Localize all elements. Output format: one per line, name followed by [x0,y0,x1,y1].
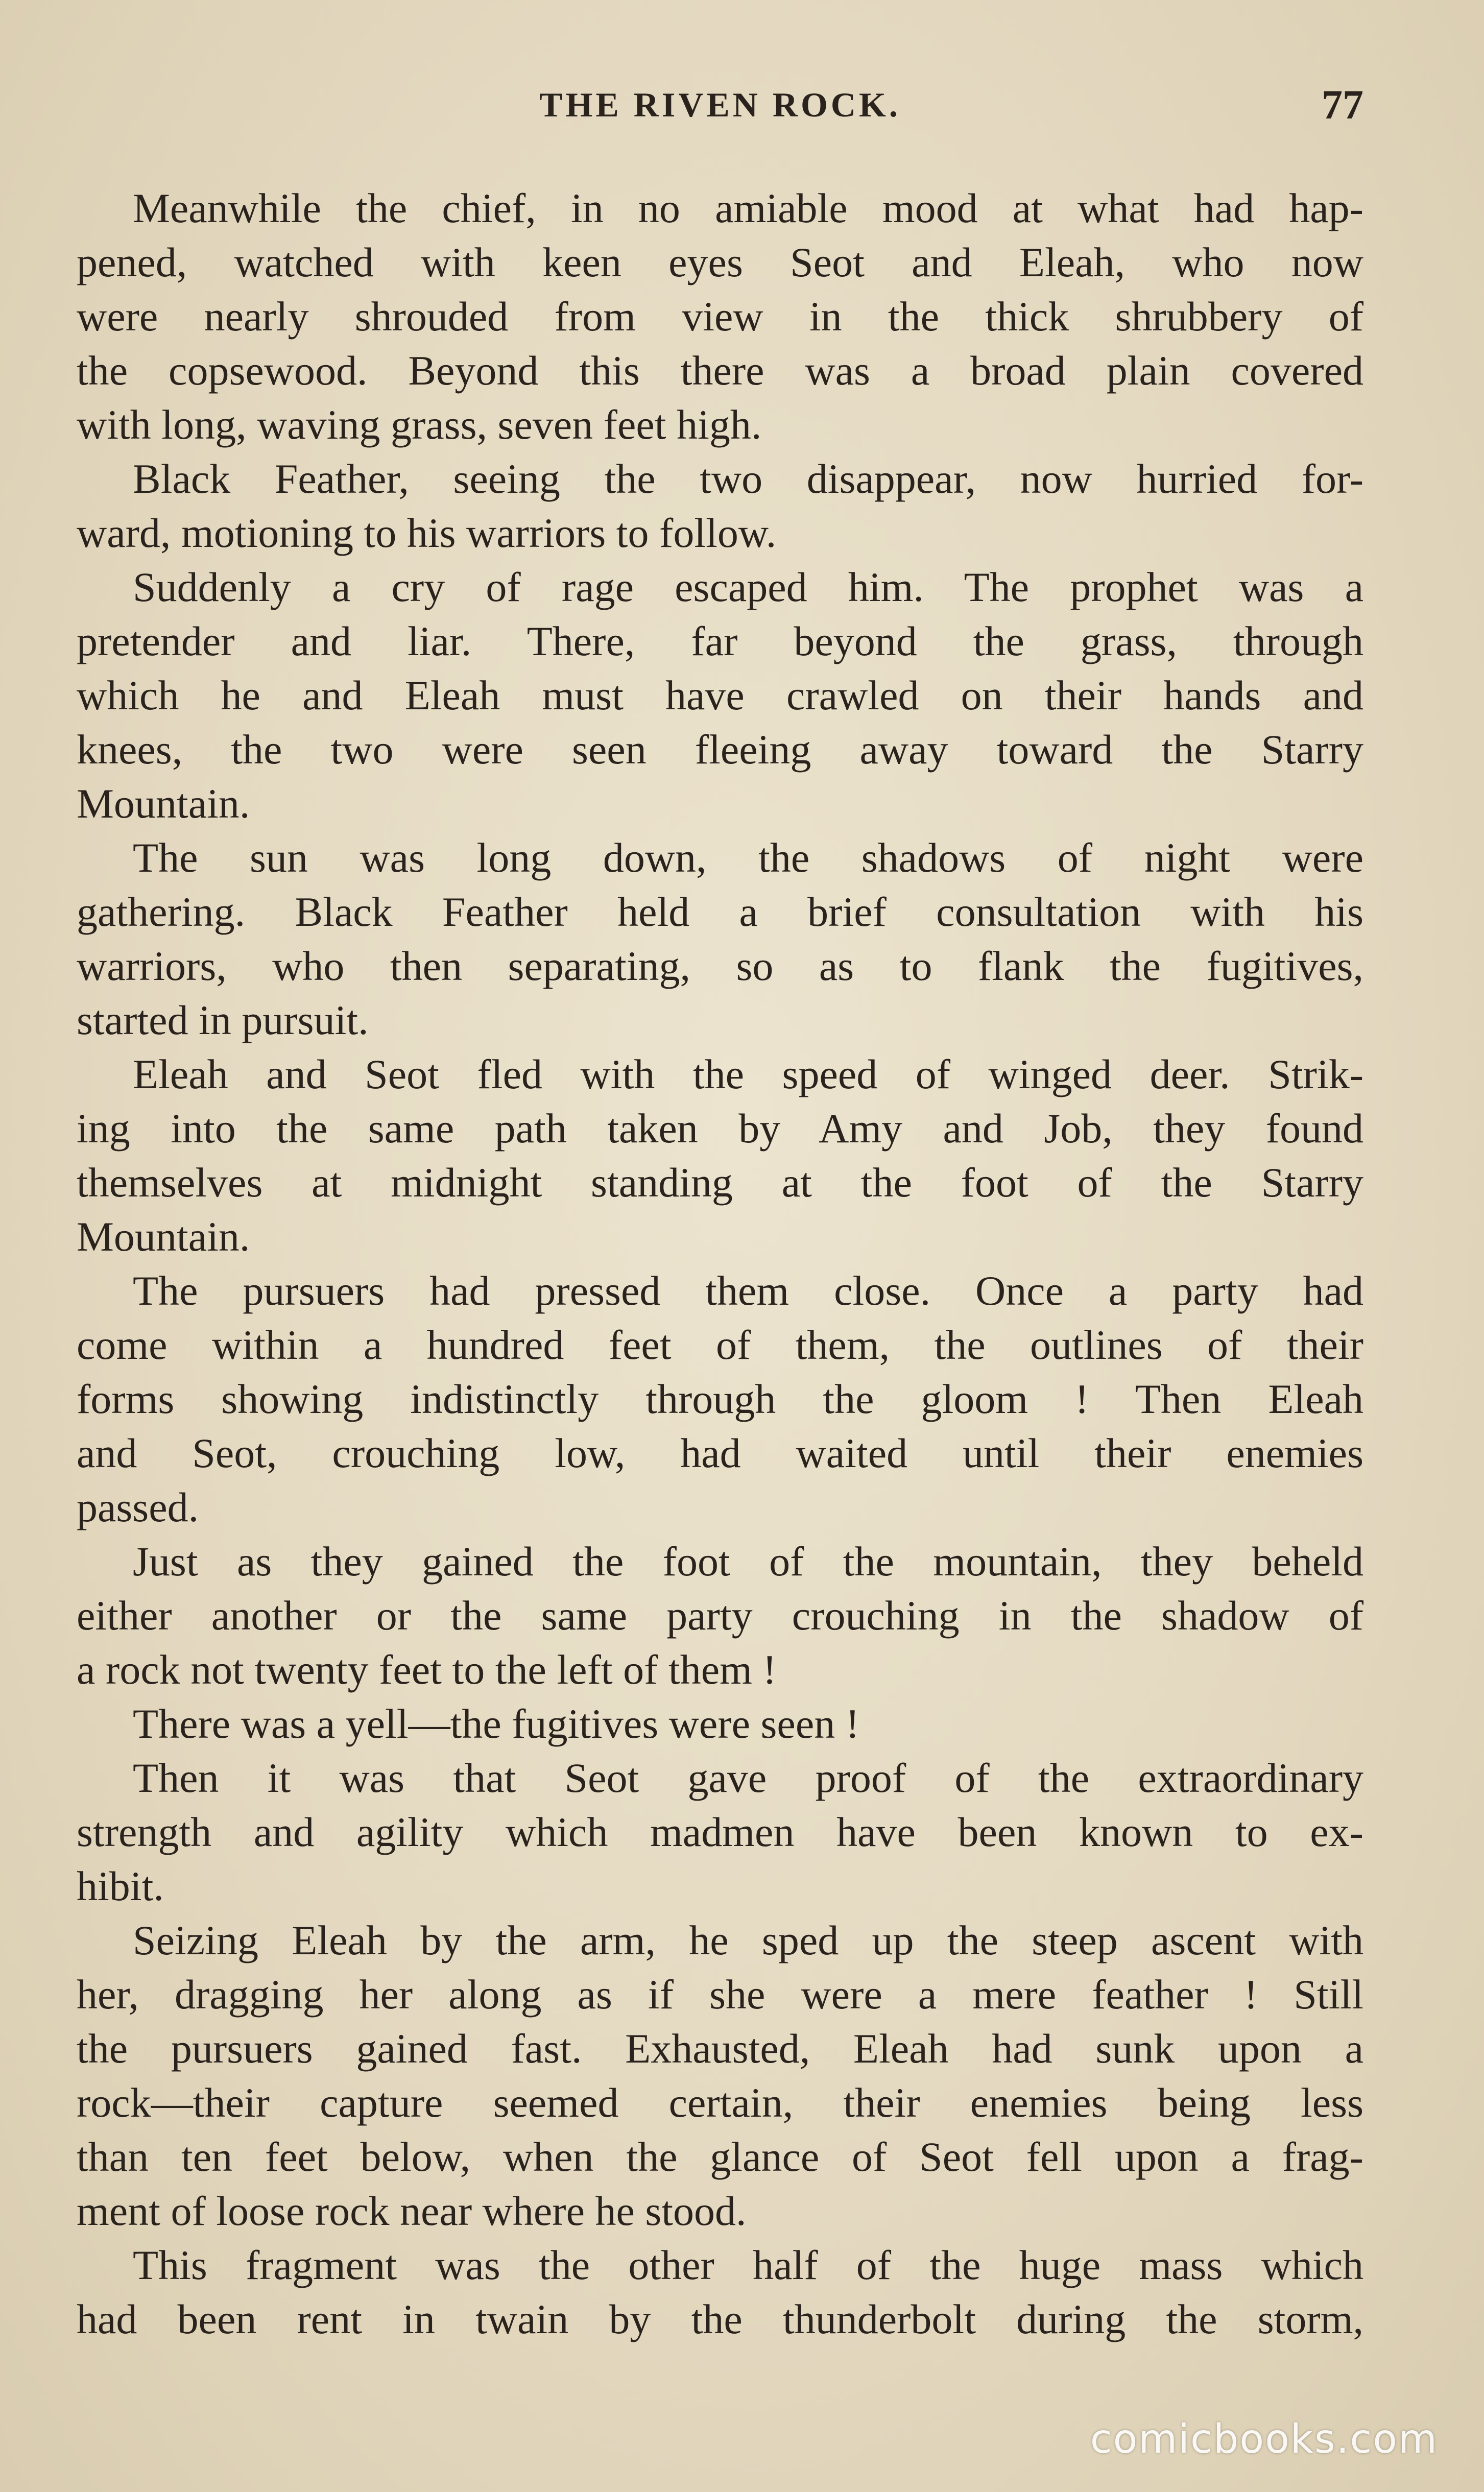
text-line: a rock not twenty feet to the left of them ! [77,1646,777,1693]
text-line: either another or the same party crouching in the shadow of [77,1592,1363,1639]
text-line: which he and Eleah must have crawled on their hands and [77,672,1363,718]
text-line: passed. [77,1484,199,1530]
text-line: This fragment was the other half of the huge mass which [133,2242,1363,2288]
text-line: started in pursuit. [77,997,369,1043]
text-line: her, dragging her along as if she were a mere feather ! Still [77,1971,1363,2018]
text-line: ment of loose rock near where he stood. [77,2188,747,2234]
text-line: forms showing indistinctly through the gloom ! Then Eleah [77,1376,1363,1422]
text-line: and Seot, crouching low, had waited until their enemies [77,1430,1363,1476]
text-line: ing into the same path taken by Amy and Job, they found [77,1105,1363,1152]
text-line: Meanwhile the chief, in no amiable mood at what had hap- [133,185,1363,231]
text-line: than ten feet below, when the glance of Seot fell upon a frag- [77,2134,1363,2180]
running-title: THE RIVEN ROCK. [539,85,901,124]
text-line: were nearly shrouded from view in the thick shrubbery of [77,293,1363,340]
text-line: rock—their capture seemed certain, their enemies being less [77,2079,1363,2126]
text-line: with long, waving grass, seven feet high. [77,401,762,448]
text-line: pretender and liar. There, far beyond the grass, through [77,618,1363,664]
running-head [77,77,1363,133]
text-line: had been rent in twain by the thunderbolt during the storm, [77,2296,1363,2342]
text-line: Mountain. [77,780,250,827]
text-line: Eleah and Seot fled with the speed of winged deer. Strik- [133,1051,1363,1097]
text-line: knees, the two were seen fleeing away toward the Starry [77,726,1363,773]
page-number: 77 [1322,81,1363,128]
text-line: pened, watched with keen eyes Seot and Eleah, who now [77,239,1363,285]
text-line: ward, motioning to his warriors to follow. [77,510,777,556]
text-line: The pursuers had pressed them close. Once a party had [133,1267,1363,1314]
text-line: themselves at midnight standing at the foot of the Starry [77,1159,1363,1206]
text-line: Suddenly a cry of rage escaped him. The prophet was a [133,564,1363,610]
text-line: strength and agility which madmen have been known to ex- [77,1809,1363,1855]
text-line: gathering. Black Feather held a brief consultation with his [77,889,1363,935]
text-line: hibit. [77,1863,164,1909]
text-line: warriors, who then separating, so as to flank the fugitives, [77,943,1363,989]
body-text [77,181,1363,2346]
text-line: Seizing Eleah by the arm, he sped up the steep ascent with [133,1917,1363,1963]
text-line: Mountain. [77,1213,250,1260]
watermark: comicbooks.com [1090,2416,1438,2462]
text-line: the copsewood. Beyond this there was a broad plain covered [77,347,1363,394]
text-line: There was a yell—the fugitives were seen ! [133,1700,860,1747]
text-line: Black Feather, seeing the two disappear, now hurried for- [133,456,1363,502]
text-line: the pursuers gained fast. Exhausted, Eleah had sunk upon a [77,2025,1363,2072]
text-line: come within a hundred feet of them, the outlines of their [77,1322,1363,1368]
text-line: The sun was long down, the shadows of night were [133,834,1363,881]
text-line: Just as they gained the foot of the mountain, they beheld [133,1538,1363,1585]
text-line: Then it was that Seot gave proof of the extraordinary [133,1755,1363,1801]
